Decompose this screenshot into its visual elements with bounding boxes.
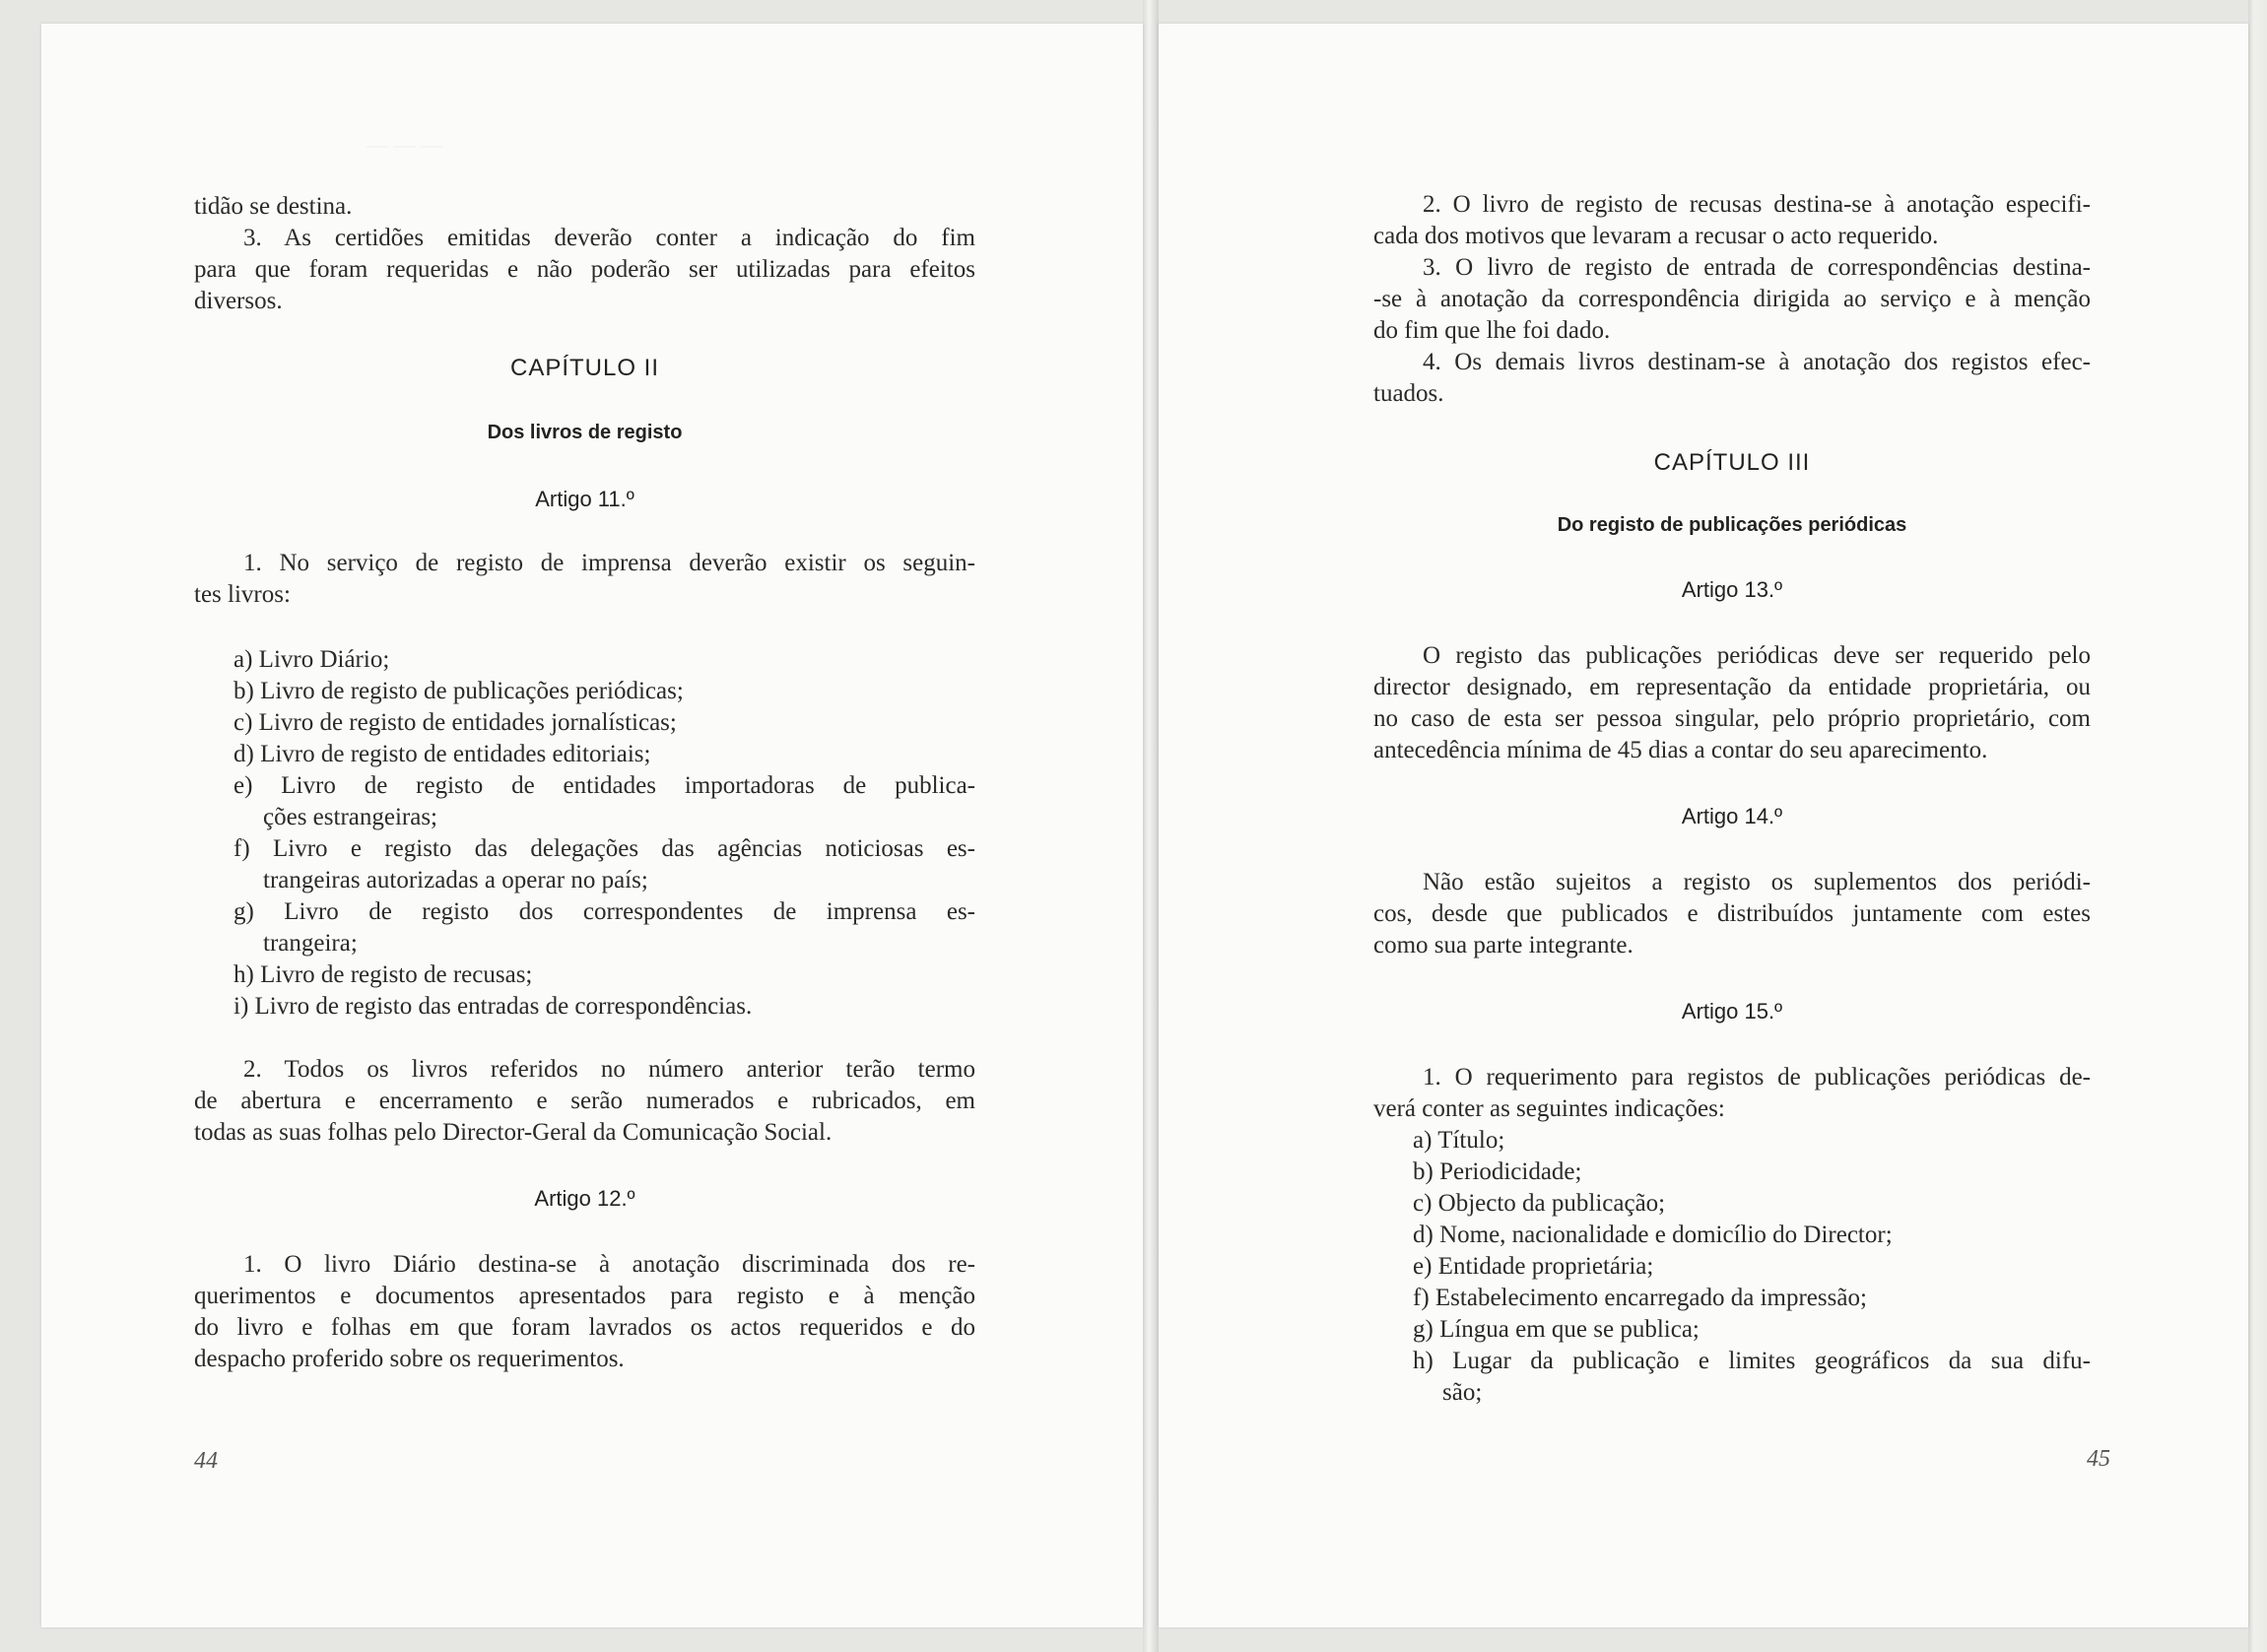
text-line: 1. No serviço de registo de imprensa deverão existir os seguin- [243,550,975,576]
list-item: c) Livro de registo de entidades jornalísticas; [233,709,677,736]
right-page-text [1373,24,2091,1627]
text-line: diversos. [194,288,283,314]
article-heading: Artigo 14.º [1681,804,1783,828]
list-item: e) Entidade proprietária; [1413,1253,1654,1280]
list-item: c) Objecto da publicação; [1413,1190,1666,1217]
text-line: 2. O livro de registo de recusas destina-se à anotação especifi- [1423,191,2091,218]
list-item: h) Livro de registo de recusas; [233,961,533,988]
text-line: de abertura e encerramento e serão numerados e rubricados, em [194,1088,975,1114]
article-heading: Artigo 13.º [1681,577,1783,602]
left-page-text [194,24,975,1627]
list-item: f) Estabelecimento encarregado da impressão; [1413,1285,1867,1311]
text-line: 3. As certidões emitidas deverão conter a indicação do fim [243,225,975,251]
list-item: b) Periodicidade; [1413,1158,1582,1185]
text-line: director designado, em representação da entidade proprietária, ou [1373,674,2091,700]
text-line: 2. Todos os livros referidos no número anterior terão termo [243,1056,975,1083]
list-item: a) Livro Diário; [233,646,390,673]
text-line: despacho proferido sobre os requerimentos. [194,1346,625,1372]
text-line: como sua parte integrante. [1373,932,1634,958]
text-line: no caso de esta ser pessoa singular, pelo próprio proprietário, com [1373,705,2091,732]
list-item: g) Língua em que se publica; [1413,1316,1700,1343]
text-line: tuados. [1373,380,1444,407]
text-line: 3. O livro de registo de entrada de correspondências destina- [1423,254,2091,281]
chapter-subtitle: Do registo de publicações periódicas [1557,514,1907,536]
text-line: para que foram requeridas e não poderão ser utilizadas para efeitos [194,256,975,283]
text-line: do livro e folhas em que foram lavrados os actos requeridos e do [194,1314,975,1341]
list-item-continuation: trangeira; [263,930,358,957]
list-item: d) Nome, nacionalidade e domicílio do Director; [1413,1222,1893,1248]
text-line: querimentos e documentos apresentados para registo e à menção [194,1283,975,1309]
text-line: antecedência mínima de 45 dias a contar do seu aparecimento. [1373,737,1988,763]
text-line: 4. Os demais livros destinam-se à anotação dos registos efec- [1423,349,2091,375]
list-item: f) Livro e registo das delegações das agências noticiosas es- [233,835,975,862]
list-item: g) Livro de registo dos correspondentes de imprensa es- [233,898,975,925]
right-page [1159,24,2248,1627]
chapter-subtitle: Dos livros de registo [487,422,683,443]
list-item: e) Livro de registo de entidades importadoras de publica- [233,772,975,799]
text-line: Não estão sujeitos a registo os suplementos dos periódi- [1423,869,2091,895]
text-line: tidão se destina. [194,193,353,220]
article-heading: Artigo 12.º [534,1186,635,1211]
text-line: todas as suas folhas pelo Director-Geral da Comunicação Social. [194,1119,833,1146]
chapter-heading: CAPÍTULO II [509,355,660,381]
text-line: do fim que lhe foi dado. [1373,317,1611,344]
chapter-heading: CAPÍTULO III [1653,449,1811,476]
list-item-continuation: são; [1442,1379,1483,1406]
text-line: cada dos motivos que levaram a recusar o acto requerido. [1373,223,1939,249]
page-number: 45 [2087,1446,2110,1472]
text-line: 1. O requerimento para registos de publicações periódicas de- [1423,1064,2091,1090]
text-line: tes livros: [194,581,291,608]
text-line: O registo das publicações periódicas deve ser requerido pelo [1423,642,2091,669]
list-item-continuation: ções estrangeiras; [263,804,438,830]
text-line: cos, desde que publicados e distribuídos juntamente com estes [1373,900,2091,927]
text-line: -se à anotação da correspondência dirigida ao serviço e à menção [1373,286,2091,312]
page-edge [2248,0,2267,1652]
page-number: 44 [194,1448,218,1474]
list-item: b) Livro de registo de publicações periódicas; [233,678,684,704]
article-heading: Artigo 15.º [1681,999,1783,1024]
article-heading: Artigo 11.º [535,487,634,511]
bleed-through-text: — — — [367,132,442,157]
list-item: a) Título; [1413,1127,1505,1154]
text-line: 1. O livro Diário destina-se à anotação discriminada dos re- [243,1251,975,1278]
list-item: d) Livro de registo de entidades editoriais; [233,741,651,767]
text-line: verá conter as seguintes indicações: [1373,1095,1725,1122]
book-spine [1143,0,1159,1652]
list-item-continuation: trangeiras autorizadas a operar no país; [263,867,648,893]
list-item: i) Livro de registo das entradas de correspondências. [233,993,753,1020]
list-item: h) Lugar da publicação e limites geográficos da sua difu- [1413,1348,2091,1374]
left-page [41,24,1143,1627]
